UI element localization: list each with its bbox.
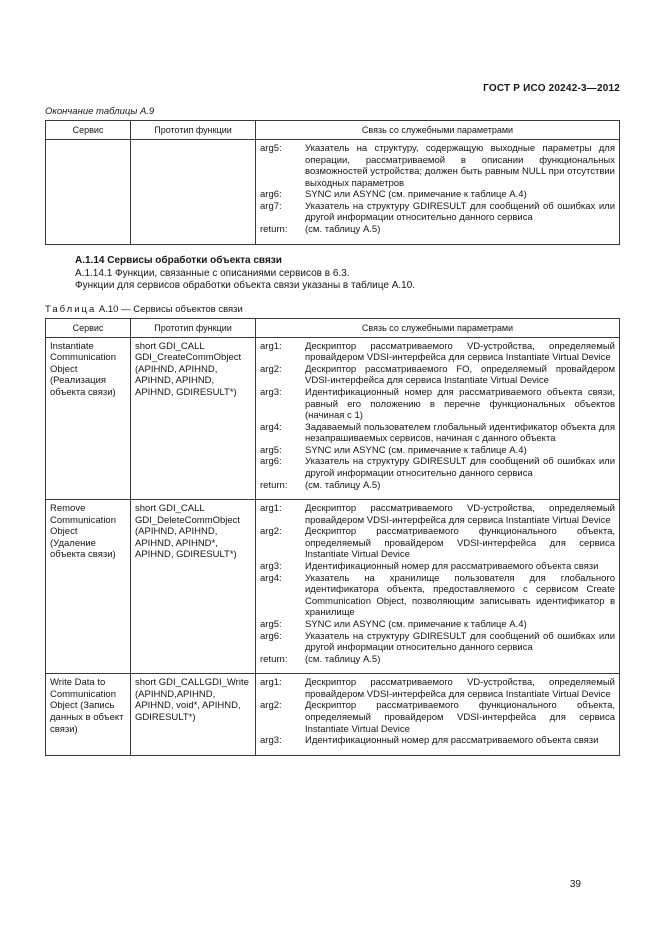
param-desc: Дескриптор рассматриваемого VD-устройства, определяемый провайдером VDSI-интерфейса для сервиса Instantiate Virtual Device [305,503,615,526]
param-arg-label: arg5: [260,143,282,154]
table-row-instantiate-communication-object [46,337,620,500]
page-number: 39 [569,879,581,890]
param-arg-label: return: [260,224,288,236]
table-a9-row [46,140,620,245]
param-desc: Дескриптор рассматриваемого FO, определяемый провайдером VDSI-интерфейса для сервиса Instantiate Virtual Device [305,363,615,387]
param-row [260,561,615,573]
header-params: Связь со служебными параметрами [256,318,620,337]
table-a10-caption-word: Таблица [45,303,97,315]
param-row [260,387,615,422]
table-a10 [45,318,620,756]
param-desc: Идентификационный номер для рассматриваемого объекта связи, равный его положению в перечне функциональных объектов (начиная с 1) [305,386,615,422]
table-row-remove-communication-object [46,500,620,674]
param-arg-label: arg6: [260,630,282,642]
param-desc: Идентификационный номер для рассматриваемого объекта связи [305,561,599,573]
param-desc: Указатель на хранилище пользователя для глобального идентификатора объекта, предоставляемого с сервисом Create Communication Object, позволяющим записывать идентификатор в хранилище [305,572,615,619]
params-cell [256,674,620,755]
service-cell [46,140,131,245]
param-desc: Указатель на структуру GDIRESULT для сообщений об ошибках или другой информации относительно данного сервиса [305,456,615,479]
params-cell [256,500,620,674]
param-row [260,143,615,189]
param-desc: Указатель на структуру, содержащую выходные параметры для операции, рассматриваемой в описании функциональных возможностей устройства; должен быть равным NULL при отсутствии выходных параметров [305,143,615,189]
param-row [260,503,615,526]
service-cell: Remove Communication Object (Удаление объекта связи) [46,500,131,674]
param-row [260,201,615,224]
param-arg-label: arg3: [260,386,282,398]
param-arg-label: arg6: [260,189,282,201]
section-heading-a-1-14: А.1.14 Сервисы обработки объекта связи [75,254,282,266]
param-arg-label: arg4: [260,421,282,433]
table-a10-caption [45,304,620,315]
param-row [260,654,615,666]
param-row [260,573,615,619]
param-desc: Дескриптор рассматриваемого VD-устройства, определяемый провайдером VDSI-интерфейса для сервиса Instantiate Virtual Device [305,340,615,364]
param-row [260,445,615,457]
param-arg-label: arg6: [260,456,282,468]
param-arg-label: arg2: [260,363,282,375]
param-desc: (см. таблицу А.5) [305,479,381,491]
table-a10-header-row [46,318,620,337]
table-a9-header-row [46,121,620,140]
service-cell: Write Data to Communication Object (Запись данных в объект связи) [46,674,131,755]
param-arg-label: arg5: [260,444,282,456]
document-reference: ГОСТ Р ИСО 20242-3—2012 [483,83,620,94]
params-cell [256,140,620,245]
table-a9-end [45,120,620,245]
prototype-cell: short GDI_CALL GDI_DeleteCommObject (APIHND, APIHND, APIHND, APIHND*, APIHND, GDIRESULT*) [131,500,256,674]
param-desc: SYNC или ASYNC (см. примечание к таблице А.4) [305,189,527,201]
header-prototype: Прототип функции [131,121,256,140]
param-row [260,735,615,747]
param-arg-label: arg3: [260,561,282,573]
param-arg-label: arg7: [260,200,282,212]
param-arg-label: arg1: [260,503,282,515]
param-arg-label: arg2: [260,700,282,712]
param-arg-label: arg5: [260,618,282,630]
prototype-cell: short GDI_CALL GDI_CreateCommObject (APIHND, APIHND, APIHND, APIHND, APIHND, GDIRESULT*) [131,337,256,500]
param-desc: Дескриптор рассматриваемого функционального объекта, определяемый провайдером VDSI-интерфейса для сервиса Instantiate Virtual Device [305,526,615,561]
table-a9-continuation-caption: Окончание таблицы А.9 [45,106,155,117]
param-row [260,700,615,735]
param-row [260,631,615,654]
param-arg-label: arg1: [260,677,282,689]
param-desc: Дескриптор рассматриваемого функционального объекта, определяемый провайдером VDSI-интерфейса для сервиса Instantiate Virtual Device [305,700,615,735]
header-service: Сервис [46,318,131,337]
header-prototype: Прототип функции [131,318,256,337]
param-desc: Дескриптор рассматриваемого VD-устройства, определяемый провайдером VDSI-интерфейса для сервиса Instantiate Virtual Device [305,677,615,700]
service-cell: Instantiate Communication Object (Реализация объекта связи) [46,337,131,500]
param-desc: Указатель на структуру GDIRESULT для сообщений об ошибках или другой информации относительно данного сервиса [305,200,615,224]
param-row [260,480,615,492]
param-desc: SYNC или ASYNC (см. примечание к таблице А.4) [305,618,527,630]
param-row [260,341,615,364]
param-arg-label: arg1: [260,340,282,352]
param-arg-label: arg3: [260,735,282,747]
param-arg-label: return: [260,479,288,491]
table-row-write-data-to-communication-object [46,674,620,755]
param-desc: Задаваемый пользователем глобальный идентификатор объекта для незапрашиваемых сервисов, начиная с данного объекта [305,421,615,445]
param-row [260,224,615,236]
param-desc: (см. таблицу А.5) [305,653,381,665]
paragraph-a-1-14-1: А.1.14.1 Функции, связанные с описаниями сервисов в 6.3. [75,267,350,279]
params-cell [256,337,620,500]
param-row [260,422,615,445]
prototype-cell: short GDI_CALLGDI_Write (APIHND,APIHND, APIHND, void*, APIHND, GDIRESULT*) [131,674,256,755]
param-row [260,619,615,631]
header-service: Сервис [46,121,131,140]
param-row [260,456,615,479]
param-arg-label: arg4: [260,572,282,584]
param-desc: SYNC или ASYNC (см. примечание к таблице А.4) [305,444,527,456]
header-params: Связь со служебными параметрами [256,121,620,140]
param-desc: Указатель на структуру GDIRESULT для сообщений об ошибках или другой информации относительно данного сервиса [305,630,615,654]
prototype-cell [131,140,256,245]
param-arg-label: arg2: [260,526,282,538]
param-row [260,364,615,387]
param-arg-label: return: [260,653,288,665]
param-desc: Идентификационный номер для рассматриваемого объекта связи [305,735,599,747]
paragraph-table-ref: Функции для сервисов обработки объекта связи указаны в таблице А.10. [75,279,416,291]
table-a10-caption-rest: А.10 — Сервисы объектов связи [98,303,243,315]
param-row [260,526,615,561]
param-row [260,189,615,201]
param-row [260,677,615,700]
param-desc: (см. таблицу А.5) [305,224,381,236]
